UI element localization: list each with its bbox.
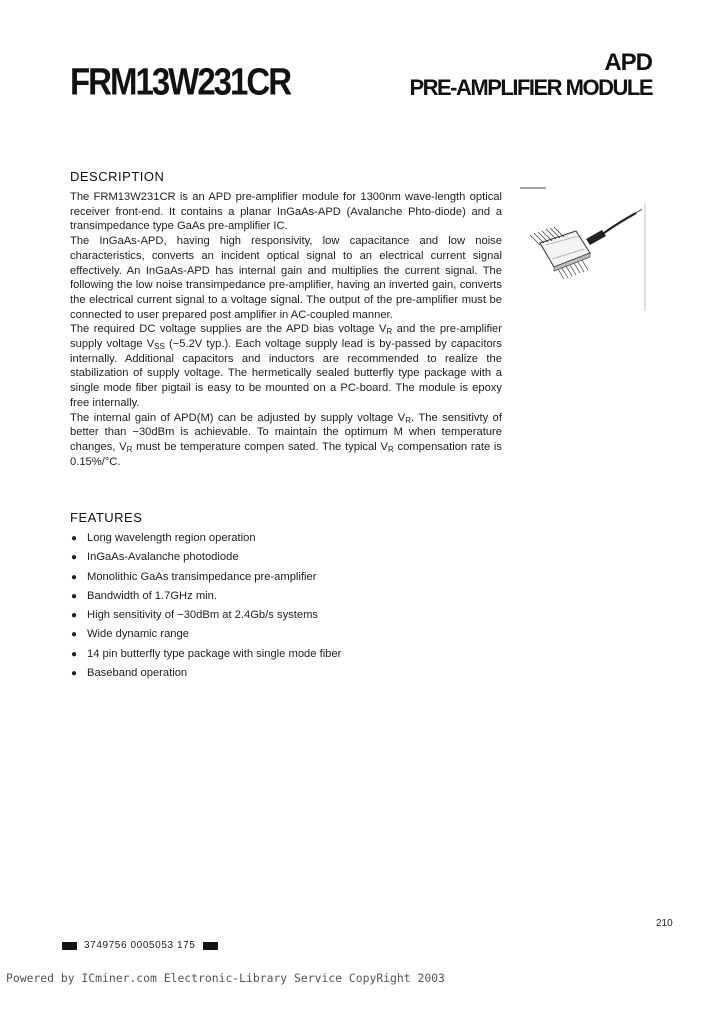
title-preamp-module: PRE-AMPLIFIER MODULE: [409, 75, 652, 100]
features-list: [70, 531, 341, 685]
feature-text: Long wavelength region operation: [87, 532, 256, 544]
p4-sub-r3: R: [387, 444, 394, 454]
butterfly-package-icon: [540, 231, 590, 271]
description-paragraph-1: The FRM13W231CR is an APD pre-amplifier module for 1300nm wave-length optical receiver front-end. It contains a planar InGaAs-APD (Avalanche Phto-diode) and a transimpedance type GaAs pre-amplifier IC.: [70, 191, 502, 233]
title-apd: APD: [604, 49, 652, 76]
feature-item: [70, 570, 341, 589]
feature-text: Bandwidth of 1.7GHz min.: [87, 589, 217, 602]
feature-text: Monolithic GaAs transimpedance pre-amplifier: [87, 570, 317, 583]
features-heading: FEATURES: [70, 510, 143, 525]
description-paragraph-3: [70, 322, 502, 410]
p4-sub-r1: R: [405, 415, 412, 425]
barcode-block-right: [203, 942, 218, 950]
bullet-icon: ●: [71, 648, 78, 660]
p3-text-a: The required DC voltage supplies are the APD bias voltage V: [70, 323, 387, 336]
barcode-row: [62, 940, 218, 951]
bullet-icon: ●: [71, 533, 78, 544]
feature-item: [70, 608, 341, 627]
bullet-icon: ●: [71, 590, 78, 602]
feature-item: [70, 647, 341, 666]
p3-sub-r: R: [386, 327, 393, 337]
bullet-icon: ●: [71, 571, 78, 583]
p4-text-a: The internal gain of APD(M) can be adjusted by supply voltage V: [70, 411, 406, 424]
p4-sub-r2: R: [126, 444, 133, 454]
bullet-icon: ●: [71, 610, 78, 622]
feature-item: [70, 627, 341, 646]
description-body: [70, 190, 502, 469]
bullet-icon: ●: [71, 629, 78, 641]
bullet-icon: ●: [71, 668, 78, 680]
feature-text: High sensitivity of −30dBm at 2.4Gb/s systems: [87, 609, 318, 622]
feature-item: [70, 550, 341, 569]
page-number: 210: [656, 918, 673, 929]
fiber-pigtail-icon: [586, 209, 642, 245]
p4-text-b: . The sensitivty of better than −30dBm is achievable. To maintain the optimum M when temperature changes, V: [70, 411, 502, 453]
feature-text: 14 pin butterfly type package with single mode fiber: [87, 647, 342, 660]
p4-text-c: must be temperature compen sated. The typical V: [132, 440, 388, 453]
bullet-icon: ●: [71, 552, 78, 564]
p3-text-b: and the pre-amplifier supply voltage V: [70, 323, 503, 351]
description-heading: DESCRIPTION: [70, 169, 165, 184]
barcode-text: 3749756 0005053 175: [84, 940, 196, 951]
p3-text-c: (−5.2V typ.). Each voltage supply lead is by-passed by capacitors internally. Additional capacitors and inductors are recommended to realize the stabilization of supply voltage. The hermetically sealed butterfly type package with a single mode fiber pigtail is easy to be mounted on a PC-board. The module is epoxy free internally.: [70, 338, 502, 409]
description-paragraph-2: The InGaAs-APD, having high responsivity, low capacitance and low noise characteristics, converts an incident optical signal to an electrical current signal effectively. An InGaAs-APD has internal gain and multiplies the current signal. The following the low noise transimpedance pre-amplifier, having an inverted gain, converts the electrical current signal to a voltage signal. The output of the pre-amplifier must be connected to user prepared post amplifier in AC-coupled manner.: [70, 235, 502, 321]
barcode-block-left: [62, 942, 77, 950]
footer-copyright: Powered by ICminer.com Electronic-Library Service CopyRight 2003: [6, 971, 445, 985]
module-photo: [518, 183, 650, 313]
feature-item: [70, 589, 341, 608]
feature-text: Wide dynamic range: [87, 628, 189, 641]
p4-text-d: compensation rate is 0.15%/°C.: [70, 440, 502, 468]
part-number: FRM13W231CR: [70, 60, 291, 103]
document-title: [409, 50, 652, 100]
p3-sub-ss: SS: [154, 342, 165, 352]
feature-item: [70, 666, 341, 685]
description-paragraph-4: [70, 411, 502, 470]
feature-text: InGaAs-Avalanche photodiode: [87, 551, 239, 564]
feature-item: [70, 531, 341, 550]
feature-text: Baseband operation: [87, 667, 188, 680]
